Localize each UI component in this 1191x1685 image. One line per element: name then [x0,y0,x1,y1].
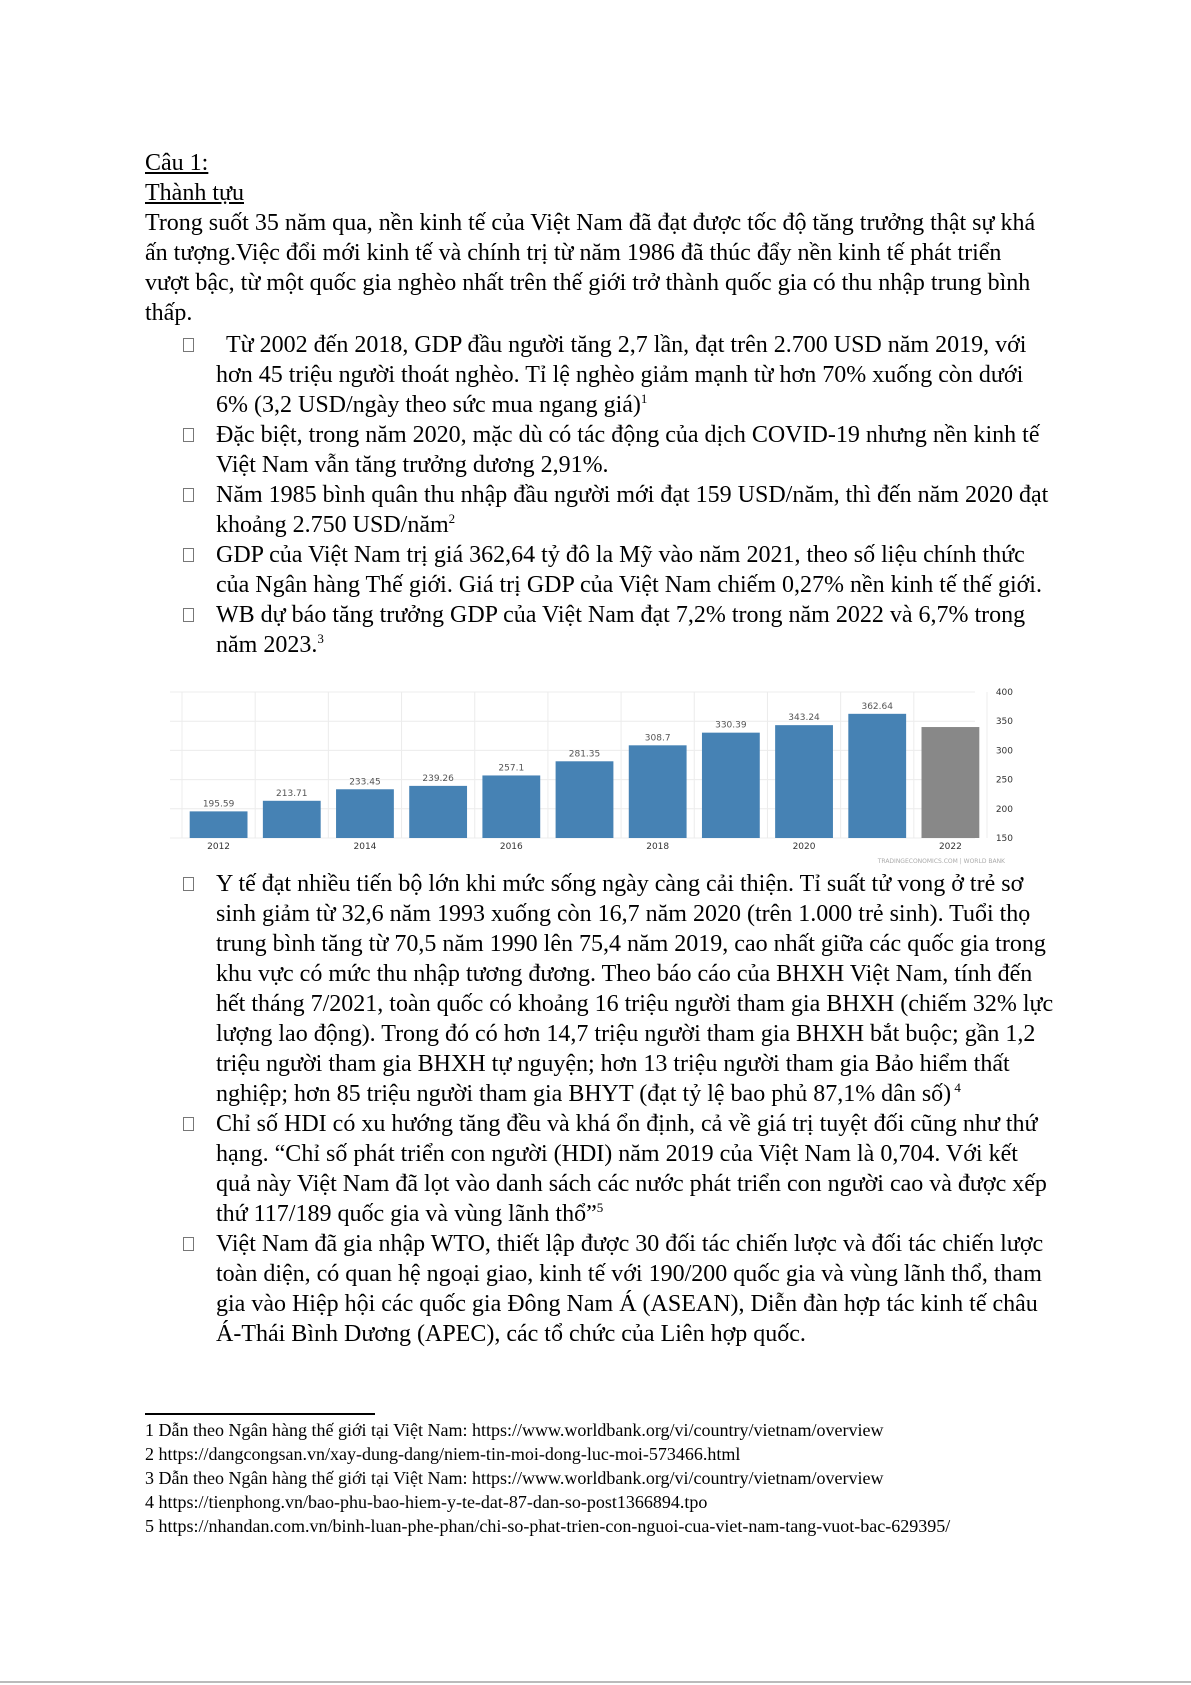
chart-bar [702,733,760,838]
page-bottom-border [0,1681,1191,1683]
bullet-list-bottom [0,869,1191,1349]
bullet-text: WB dự báo tăng trưởng GDP của Việt Nam đạt 7,2% trong năm 2022 và 6,7% trong năm 2023. [216,602,1026,658]
chart-bar [409,786,467,838]
bullet-icon [183,1117,194,1131]
data-label: 362.64 [861,701,893,712]
bullet-text: Y tế đạt nhiều tiến bộ lớn khi mức sống ngày càng cải thiện. Tỉ suất tử vong ở trẻ sơ sinh giảm từ 32,6 năm 1993 xuống còn 16,7 năm 2020 (trên 1.000 trẻ sinh). Tuổi thọ trung bình tăng từ 70,5 năm 1990 lên 75,4 năm 2019, cao nhất giữa các quốc gia trong khu vực có mức thu nhập tương đương. Theo báo cáo của BHXH Việt Nam, tính đến hết tháng 7/2021, toàn quốc có khoảng 16 triệu người tham gia BHXH (chiếm 32% lực lượng lao động). Trong đó có hơn 14,7 triệu người tham gia BHXH bắt buộc; gần 1,2 triệu người tham gia BHXH tự nguyện; hơn 13 triệu người tham gia Bảo hiểm thất nghiệp; hơn 85 triệu người tham gia BHYT (đạt tỷ lệ bao phủ 87,1% dân số) [216,871,1054,1107]
x-tick-label: 2018 [646,842,670,852]
bullet-list-top [0,330,1191,660]
chart-bar [629,745,687,838]
list-item [0,1109,1056,1229]
y-tick-label: 250 [995,775,1013,786]
data-label: 343.24 [788,713,820,724]
footnote: 4 https://tienphong.vn/bao-phu-bao-hiem-y-te-dat-87-dan-so-post1366894.tpo [145,1492,708,1512]
footnote: 3 Dẫn theo Ngân hàng thế giới tại Việt Nam: https://www.worldbank.org/vi/country/vietnam/overview [145,1468,884,1488]
y-tick-label: 300 [995,746,1013,757]
chart-bar [775,725,833,838]
footnote-ref: 3 [317,631,324,646]
footnotes [145,1418,1105,1538]
intro-paragraph: Trong suốt 35 năm qua, nền kinh tế của Việt Nam đã đạt được tốc độ tăng trưởng thật sự khá ấn tượng.Việc đổi mới kinh tế và chính trị từ năm 1986 đã thúc đẩy nền kinh tế phát triển vượt bậc, từ một quốc gia nghèo nhất trên thế giới trở thành quốc gia có thu nhập trung bình thấp. [145,210,1036,326]
bullet-icon [183,428,194,442]
data-label: 195.59 [202,799,235,810]
footnote-separator [145,1413,375,1415]
chart-bar [556,761,614,838]
footnote-ref: 2 [448,511,456,526]
section-heading: Thành tựu [145,180,244,206]
chart-bar [336,789,394,838]
data-label: 239.26 [422,773,454,784]
gdp-bar-chart [170,682,1020,867]
chart-bar [848,714,906,838]
footnote-ref: 1 [640,391,648,406]
bullet-text: Chỉ số HDI có xu hướng tăng đều và khá ổn định, cả về giá trị tuyệt đối cũng như thứ hạng. “Chỉ số phát triển con người (HDI) năm 2019 của Việt Nam là 0,704. Với kết quả này Việt Nam đã lọt vào danh sách các nước phát triển con người cao và được xếp thứ 117/189 quốc gia và vùng lãnh thổ” [216,1111,1047,1227]
list-item [0,1229,1056,1349]
list-item [0,869,1056,1109]
y-tick-label: 400 [995,688,1013,698]
x-tick-label: 2016 [499,842,523,852]
data-label: 281.35 [568,749,601,760]
bullet-icon [183,338,194,352]
question-heading: Câu 1: [145,150,209,176]
x-tick-label: 2020 [792,842,816,852]
footnote: 5 https://nhandan.com.vn/binh-luan-phe-phan/chi-so-phat-trien-con-nguoi-cua-viet-nam-tang-vuot-bac-629395/ [145,1516,951,1536]
bullet-text: Năm 1985 bình quân thu nhập đầu người mới đạt 159 USD/năm, thì đến năm 2020 đạt khoảng 2.750 USD/năm [216,482,1049,538]
chart-bar [263,801,321,838]
data-label: 213.71 [276,788,308,799]
footnote: 2 https://dangcongsan.vn/xay-dung-dang/niem-tin-moi-dong-luc-moi-573466.html [145,1444,741,1464]
x-tick-label: 2022 [938,842,962,852]
bullet-text: Đặc biệt, trong năm 2020, mặc dù có tác động của dịch COVID-19 nhưng nền kinh tế Việt Nam vẫn tăng trưởng dương 2,91%. [216,422,1040,478]
bullet-icon [183,608,194,622]
list-item [0,330,1056,420]
chart-bar [922,727,980,838]
data-label: 257.1 [498,763,525,774]
y-tick-label: 200 [995,804,1013,815]
x-tick-label: 2012 [207,842,231,852]
chart-bar [482,775,540,838]
chart-bar [190,811,248,838]
bullet-icon [183,1237,194,1251]
y-tick-label: 150 [995,834,1013,844]
list-item [0,420,1056,480]
bullet-text: GDP của Việt Nam trị giá 362,64 tỷ đô la Mỹ vào năm 2021, theo số liệu chính thức của Ngân hàng Thế giới. Giá trị GDP của Việt Nam chiếm 0,27% nền kinh tế thế giới. [216,542,1042,598]
bullet-icon [183,488,194,502]
bullet-text: Việt Nam đã gia nhập WTO, thiết lập được 30 đối tác chiến lược và đối tác chiến lược toàn diện, có quan hệ ngoại giao, kinh tế với 190/200 quốc gia và vùng lãnh thổ, tham gia vào Hiệp hội các quốc gia Đông Nam Á (ASEAN), Diễn đàn hợp tác kinh tế châu Á-Thái Bình Dương (APEC), các tổ chức của Liên hợp quốc. [216,1231,1044,1347]
chart-source-label: TRADINGECONOMICS.COM | WORLD BANK [877,858,1005,865]
bullet-icon [183,548,194,562]
footnote: 1 Dẫn theo Ngân hàng thế giới tại Việt Nam: https://www.worldbank.org/vi/country/vietnam/overview [145,1420,884,1440]
data-label: 233.45 [349,777,381,788]
footnote-ref: 4 [951,1080,961,1095]
data-label: 308.7 [644,733,671,744]
list-item [0,540,1056,600]
y-tick-label: 350 [995,717,1013,728]
footnote-ref: 5 [596,1200,604,1215]
list-item [0,600,1056,660]
x-tick-label: 2014 [353,842,377,852]
list-item [0,480,1056,540]
data-label: 330.39 [715,720,747,731]
bullet-icon [183,877,194,891]
bullet-text: Từ 2002 đến 2018, GDP đầu người tăng 2,7 lần, đạt trên 2.700 USD năm 2019, với hơn 45 triệu người thoát nghèo. Tỉ lệ nghèo giảm mạnh từ hơn 70% xuống còn dưới 6% (3,2 USD/ngày theo sức mua ngang giá) [216,332,1027,418]
